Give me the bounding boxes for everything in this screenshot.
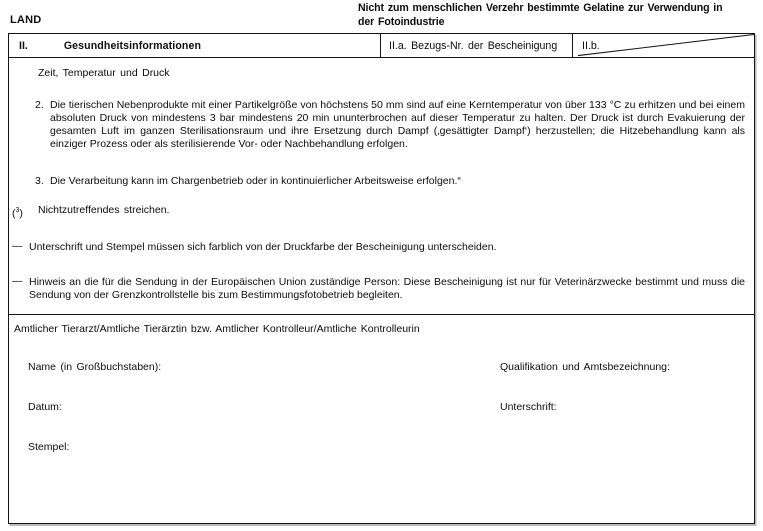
time-temperature-pressure-heading: Zeit, Temperatur und Druck xyxy=(38,67,170,79)
numbered-item-3 xyxy=(35,175,745,188)
item-number: 2. xyxy=(35,99,44,111)
footnote-text: Nichtzutreffendes streichen. xyxy=(38,204,170,216)
official-veterinarian-heading: Amtlicher Tierarzt/Amtliche Tierärztin bzw. Amtlicher Kontrolleur/Amtliche Kontrolleurin xyxy=(14,323,420,335)
date-label: Datum: xyxy=(28,401,62,413)
section-number: II. xyxy=(19,39,28,52)
document-title-line1: Nicht zum menschlichen Verzehr bestimmte Gelatine zur Verwendung in xyxy=(358,2,723,14)
certificate-table xyxy=(8,33,755,524)
numbered-item-2 xyxy=(35,99,745,151)
note-signature-color xyxy=(12,241,745,254)
note-text: Hinweis an die für die Sendung in der Europäischen Union zuständige Person: Diese Bescheinigung ist nur für Veterinärzwecke bestimmt und muss die Sendung von der Grenzkontrollstelle bis zum Bestimmungsfotobetrieb begleiten. xyxy=(29,276,745,301)
section-header-row xyxy=(9,34,754,58)
document-title xyxy=(358,2,758,29)
section-iib-cell xyxy=(572,34,754,57)
official-signature-section xyxy=(9,315,754,522)
document-title-line2: der Fotoindustrie xyxy=(358,15,445,28)
note-consignment-person xyxy=(12,276,745,302)
item-text: Die tierischen Nebenprodukte mit einer Partikelgröße von höchstens 50 mm sind auf eine Kerntemperatur von über 133 °C zu erhitzen und bei einem absoluten Druck von mindestens 3 bar mindestens 20 min ununterbrochen auf dieser Temperatur zu halten. Der Druck ist durch Evakuierung der gesamten Luft im ganzen Sterilisationsraum und ihre Ersetzung durch Dampf (‚gesättigter Dampf‘) herzustellen; die Hitzebehandlung kann als einziger Prozess oder als sterilisierende Vor- oder Nachbehandlung erfolgen. xyxy=(50,99,745,150)
item-number: 3. xyxy=(35,175,44,187)
dash-bullet: — xyxy=(12,275,23,287)
stamp-label: Stempel: xyxy=(28,441,70,453)
qualification-label: Qualifikation und Amtsbezeichnung: xyxy=(500,361,670,373)
section-ii-cell xyxy=(9,34,380,57)
dash-bullet: — xyxy=(12,240,23,252)
name-label: Name (in Großbuchstaben): xyxy=(28,361,162,373)
reference-number-label: II.a. Bezugs-Nr. der Bescheinigung xyxy=(389,39,558,52)
section-iia-cell xyxy=(380,34,572,57)
health-information-title: Gesundheitsinformationen xyxy=(63,39,202,52)
section-iib-label: II.b. xyxy=(582,39,600,52)
signature-label: Unterschrift: xyxy=(500,401,557,413)
item-text: Die Verarbeitung kann im Chargenbetrieb oder in kontinuierlicher Arbeitsweise erfolgen.“ xyxy=(50,175,461,187)
health-information-body xyxy=(9,58,754,315)
footnote-marker: ($^3$) xyxy=(12,207,23,220)
footnote-3 xyxy=(12,204,170,220)
country-label: LAND xyxy=(10,14,42,26)
diagonal-strikethrough-line xyxy=(573,34,754,57)
note-text: Unterschrift und Stempel müssen sich farblich von der Druckfarbe der Bescheinigung unterscheiden. xyxy=(29,241,497,253)
